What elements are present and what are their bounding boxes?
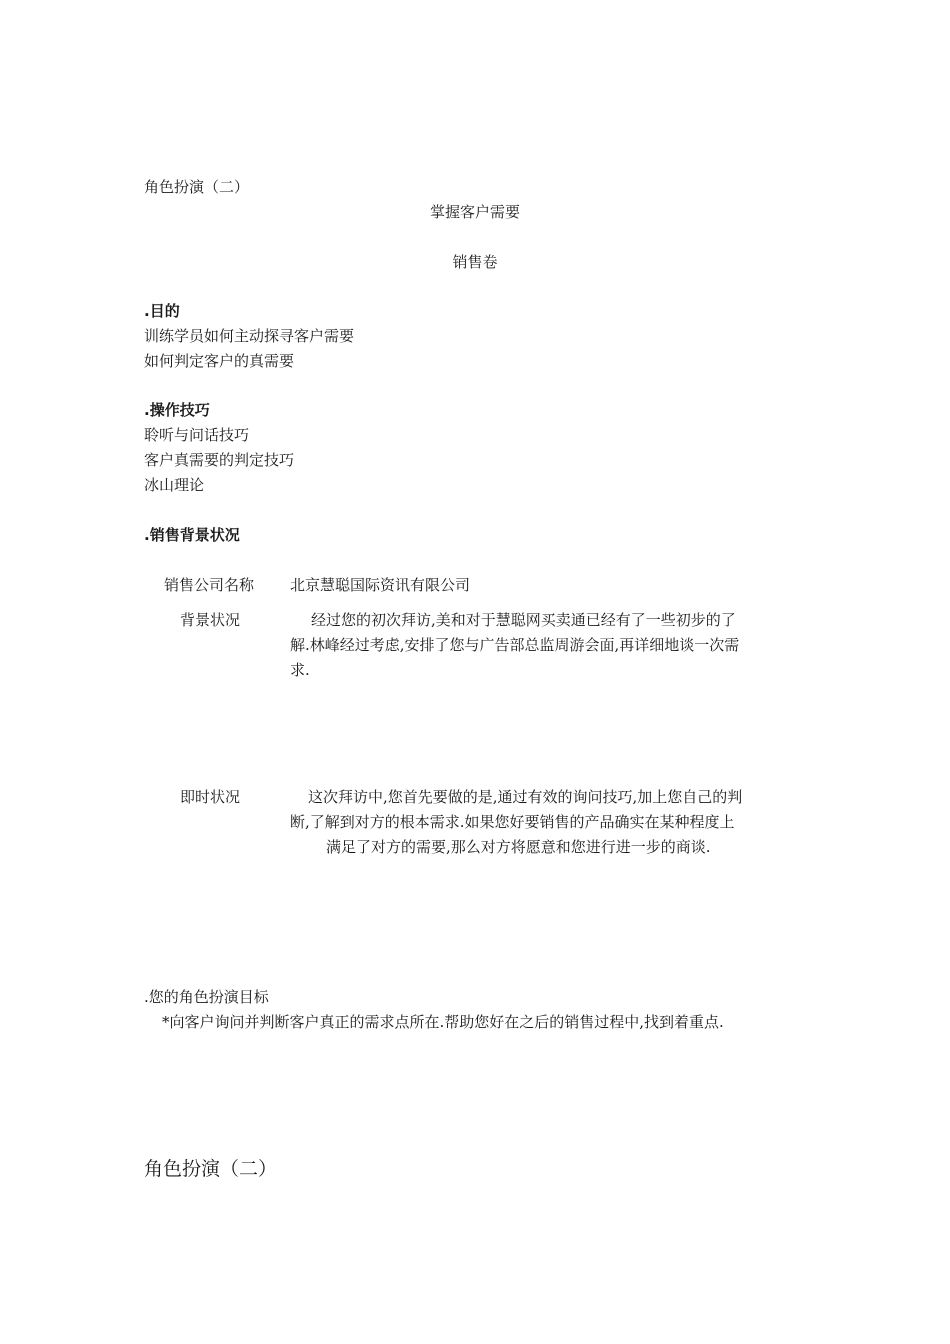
company-value: 北京慧聪国际资讯有限公司 (290, 576, 471, 594)
background-label: 背景状况 (180, 611, 241, 629)
current-situation-text-line: 断,了解到对方的根本需求.如果您好要销售的产品确实在某种程度上 (290, 813, 735, 831)
background-text-line: 经过您的初次拜访,美和对于慧聪网买卖通已经有了一些初步的了 (311, 611, 736, 629)
current-situation-label: 即时状况 (180, 788, 241, 806)
purpose-item: 如何判定客户的真需要 (144, 352, 295, 370)
goal-heading: .您的角色扮演目标 (144, 988, 269, 1006)
document-header: 角色扮演（二） (144, 178, 250, 196)
skills-item: 客户真需要的判定技巧 (144, 451, 295, 469)
company-label: 销售公司名称 (164, 576, 255, 594)
background-heading: .销售背景状况 (144, 526, 240, 544)
document-footer: 角色扮演（二） (144, 1158, 278, 1180)
goal-text: *向客户询问并判断客户真正的需求点所在.帮助您好在之后的销售过程中,找到着重点. (162, 1013, 724, 1031)
purpose-item: 训练学员如何主动探寻客户需要 (144, 327, 355, 345)
skills-item: 冰山理论 (144, 476, 205, 494)
document-subtitle: 销售卷 (452, 253, 498, 271)
skills-heading: .操作技巧 (144, 401, 210, 419)
background-text-line: 求. (290, 661, 310, 679)
current-situation-text-line: 这次拜访中,您首先要做的是,通过有效的询问技巧,加上您自己的判 (308, 788, 743, 806)
background-text-line: 解.林峰经过考虑,安排了您与广告部总监周游会面,再详细地谈一次需 (290, 636, 740, 654)
document-title: 掌握客户需要 (429, 203, 520, 221)
purpose-heading: .目的 (144, 302, 180, 320)
current-situation-text-line: 满足了对方的需要,那么对方将愿意和您进行进一步的商谈. (326, 838, 711, 856)
skills-item: 聆听与问话技巧 (144, 426, 250, 444)
